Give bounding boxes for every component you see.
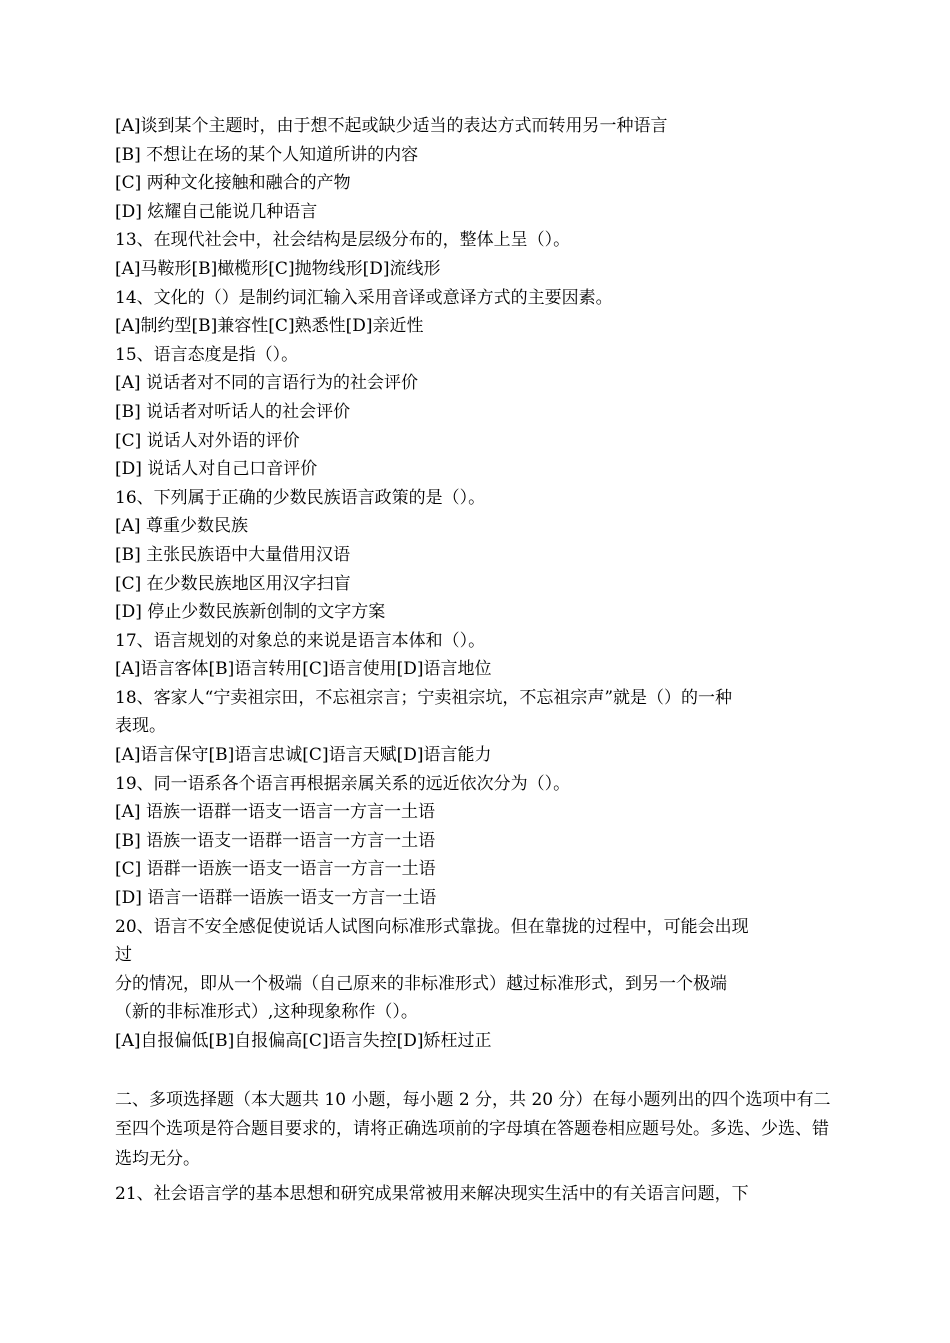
question-20-continued-1: 过 bbox=[115, 945, 132, 966]
question-15-option-a: [A] 说话者对不同的言语行为的社会评价 bbox=[115, 373, 418, 394]
line-12-option-b: [B] 不想让在场的某个人知道所讲的内容 bbox=[115, 144, 419, 165]
question-15: 15、语言态度是指（）。 bbox=[115, 344, 299, 365]
question-20: 20、语言不安全感促使说话人试图向标准形式靠拢。但在靠拢的过程中，可能会出现 bbox=[115, 916, 749, 937]
line-12-option-a: [A]谈到某个主题时，由于想不起或缺少适当的表达方式而转用另一种语言 bbox=[115, 116, 668, 136]
question-13-options: [A]马鞍形[B]橄榄形[C]抛物线形[D]流线形 bbox=[115, 258, 441, 279]
question-17: 17、语言规划的对象总的来说是语言本体和（）。 bbox=[115, 630, 486, 651]
question-19-option-b: [B] 语族一语支一语群一语言一方言一土语 bbox=[115, 830, 436, 851]
question-21: 21、社会语言学的基本思想和研究成果常被用来解决现实生活中的有关语言问题，下 bbox=[115, 1184, 749, 1205]
question-16-option-a: [A] 尊重少数民族 bbox=[115, 516, 248, 537]
question-15-option-b: [B] 说话者对听话人的社会评价 bbox=[115, 401, 351, 422]
question-19: 19、同一语系各个语言再根据亲属关系的远近依次分为（）。 bbox=[115, 773, 571, 794]
line-12-option-d: [D] 炫耀自己能说几种语言 bbox=[115, 201, 318, 222]
question-15-option-d: [D] 说话人对自己口音评价 bbox=[115, 459, 318, 480]
question-13: 13、在现代社会中，社会结构是层级分布的，整体上呈（）。 bbox=[115, 230, 571, 251]
question-16: 16、下列属于正确的少数民族语言政策的是（）。 bbox=[115, 487, 486, 508]
question-16-option-c: [C] 在少数民族地区用汉字扫盲 bbox=[115, 573, 351, 594]
question-18-continued: 表现。 bbox=[115, 716, 166, 737]
question-17-options: [A]语言客体[B]语言转用[C]语言使用[D]语言地位 bbox=[115, 659, 492, 680]
question-20-continued-3: （新的非标准形式）,这种现象称作（）。 bbox=[115, 1002, 418, 1023]
question-19-option-d: [D] 语言一语群一语族一语支一方言一土语 bbox=[115, 888, 437, 909]
question-20-continued-2: 分的情况，即从一个极端（自己原来的非标准形式）越过标准形式，到另一个极端 bbox=[115, 973, 727, 994]
question-19-option-a: [A] 语族一语群一语支一语言一方言一土语 bbox=[115, 802, 435, 823]
question-14: 14、文化的（）是制约词汇输入采用音译或意译方式的主要因素。 bbox=[115, 287, 613, 308]
line-12-option-c: [C] 两种文化接触和融合的产物 bbox=[115, 173, 351, 194]
spacer bbox=[115, 1056, 840, 1084]
question-18-options: [A]语言保守[B]语言忠诚[C]语言天赋[D]语言能力 bbox=[115, 745, 492, 766]
question-20-options: [A]自报偏低[B]自报偏高[C]语言失控[D]矫枉过正 bbox=[115, 1031, 492, 1051]
question-15-option-c: [C] 说话人对外语的评价 bbox=[115, 430, 300, 451]
question-14-options: [A]制约型[B]兼容性[C]熟悉性[D]亲近性 bbox=[115, 316, 424, 337]
question-16-option-d: [D] 停止少数民族新创制的文字方案 bbox=[115, 602, 386, 623]
question-19-option-c: [C] 语群一语族一语支一语言一方言一土语 bbox=[115, 859, 436, 880]
section-2-heading: 二、多项选择题（本大题共 10 小题，每小题 2 分，共 20 分）在每小题列出的四个选项中有二至四个选项是符合题目要求的，请将正确选项前的字母填在答题卷相应题号处。多选、少选、错选均无分。 bbox=[115, 1089, 831, 1169]
question-16-option-b: [B] 主张民族语中大量借用汉语 bbox=[115, 544, 351, 565]
document-page bbox=[115, 112, 840, 1209]
question-18: 18、客家人“宁卖祖宗田，不忘祖宗言；宁卖祖宗坑，不忘祖宗声”就是（）的一种 bbox=[115, 687, 733, 708]
